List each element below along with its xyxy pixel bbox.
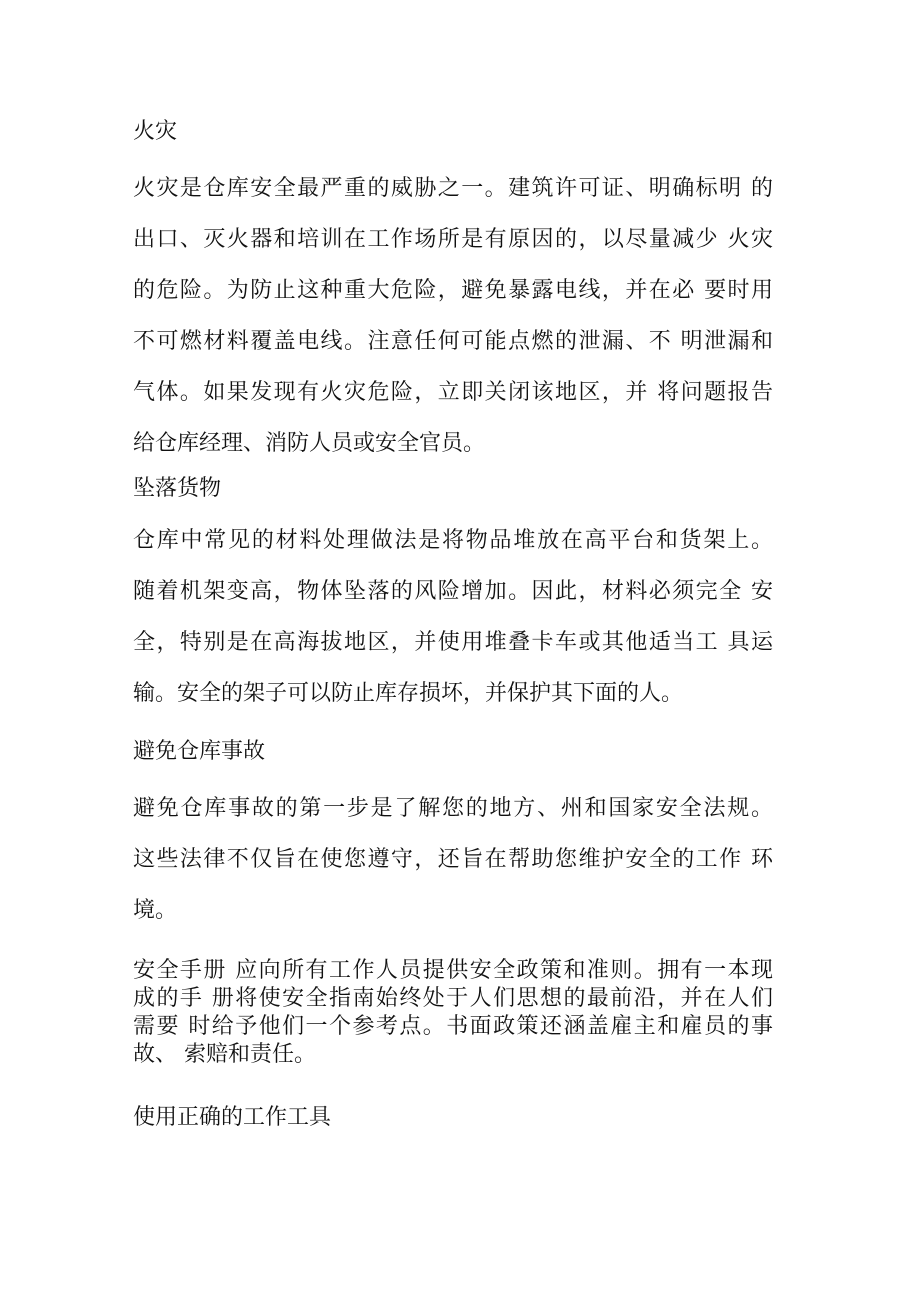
paragraph-line: 全，特别是在高海拔地区，并使用堆叠卡车或其他适当工 具运 xyxy=(133,630,773,655)
paragraph-line: 气体。如果发现有火灾危险，立即关闭该地区，并 将问题报告 xyxy=(133,380,773,405)
paragraph-falling-goods xyxy=(133,515,773,719)
paragraph-line: 成的手 册将使安全指南始终处于人们思想的最前沿，并在人们 xyxy=(133,986,773,1011)
paragraph-line: 避免仓库事故的第一步是了解您的地方、州和国家安全法规。 xyxy=(133,796,773,821)
paragraph-line: 随着机架变高，物体坠落的风险增加。因此，材料必须完全 安 xyxy=(133,579,773,604)
paragraph-line: 这些法律不仅旨在使您遵守，还旨在帮助您维护安全的工作 环 xyxy=(133,847,773,872)
section-heading-correct-tools: 使用正确的工作工具 xyxy=(133,1105,332,1130)
section-heading-avoid-accidents: 避免仓库事故 xyxy=(133,739,266,764)
paragraph-line: 故、 索赔和责任。 xyxy=(133,1042,316,1067)
section-heading-falling-goods: 坠落货物 xyxy=(133,476,222,501)
paragraph-line: 给仓库经理、消防人员或安全官员。 xyxy=(133,431,486,456)
paragraph-line: 需要 时给予他们一个参考点。书面政策还涵盖雇主和雇员的事 xyxy=(133,1014,773,1039)
paragraph-line: 的危险。为防止这种重大危险，避免暴露电线，并在必 要时用 xyxy=(133,278,773,303)
paragraph-line: 仓库中常见的材料处理做法是将物品堆放在高平台和货架上。 xyxy=(133,528,773,553)
paragraph-line: 不可燃材料覆盖电线。注意任何可能点燃的泄漏、不 明泄漏和 xyxy=(133,329,773,354)
paragraph-line: 输。安全的架子可以防止库存损坏，并保护其下面的人。 xyxy=(133,681,684,706)
paragraph-safety-manual xyxy=(133,957,773,1069)
paragraph-avoid-accidents xyxy=(133,783,773,936)
paragraph-fire xyxy=(133,163,773,469)
paragraph-line: 安全手册 应向所有工作人员提供安全政策和准则。拥有一本现 xyxy=(133,958,773,983)
paragraph-line: 境。 xyxy=(133,898,178,923)
paragraph-line: 火灾是仓库安全最严重的威胁之一。建筑许可证、明确标明 的 xyxy=(133,176,773,201)
section-heading-fire: 火灾 xyxy=(133,119,178,144)
paragraph-line: 出口、灭火器和培训在工作场所是有原因的，以尽量减少 火灾 xyxy=(133,227,773,252)
